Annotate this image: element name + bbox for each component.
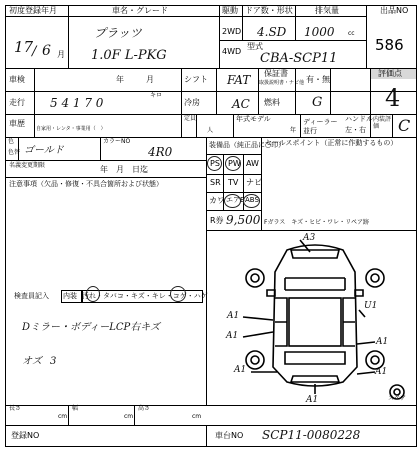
row-line	[5, 91, 416, 92]
eq-line	[206, 230, 416, 231]
first-reg-year: 17	[14, 38, 34, 56]
interior-label: 内装評価	[373, 116, 392, 131]
year-model-unit: 年	[290, 127, 297, 134]
color-label: 色	[8, 138, 15, 145]
drive-2wd: 2WD	[222, 27, 242, 36]
col-line	[219, 5, 220, 68]
color-value: ゴールド	[24, 145, 64, 156]
handle-value: 左・右	[345, 126, 366, 134]
col-line	[216, 68, 217, 114]
eq-line	[206, 210, 261, 211]
warranty-value: 有・無	[306, 75, 330, 84]
model-label: 型式	[247, 42, 263, 51]
shift-value: FAT	[227, 73, 251, 87]
row-line	[5, 405, 416, 406]
color-no-label: カラーNO	[103, 138, 131, 145]
inspector-note-1: Dミラー・ボディーLCP右キズ	[22, 322, 161, 333]
warranty-sub: 取扱説明書・ナビ他	[259, 80, 305, 86]
col-line	[134, 405, 135, 425]
width-unit: cm	[124, 413, 134, 420]
mileage-value: 5 4 1 7 0	[50, 96, 104, 110]
inspector-note-2-num: 3	[50, 356, 57, 367]
damage-label: A1	[376, 337, 389, 347]
year-unit: 年	[116, 75, 124, 84]
car-name-label: 車名・グレード	[112, 6, 168, 15]
r-value: 9,500	[226, 213, 261, 227]
eq-leather: カワ	[209, 196, 225, 205]
name-change-date: 年 月 日迄	[100, 165, 148, 174]
col-line	[366, 5, 367, 68]
fuel-label: 燃料	[264, 98, 280, 107]
eq-ps-circle	[207, 156, 222, 171]
col-line	[295, 68, 296, 114]
inspector-note-2: オズ	[22, 356, 42, 367]
inspector-sub: 内装	[63, 292, 77, 300]
grade-value: 1.0F L-PKG	[91, 48, 167, 63]
month-unit: 月	[146, 75, 154, 84]
score-value: 4	[385, 84, 401, 112]
fuel-value: G	[312, 95, 323, 110]
color-no-value: 4R0	[148, 145, 173, 159]
interior-value: C	[398, 116, 411, 135]
col-line	[100, 137, 101, 160]
col-line	[68, 405, 69, 425]
car-name-value: プラッツ	[94, 26, 142, 40]
row-line	[5, 137, 416, 138]
row-line	[5, 160, 206, 161]
col-line	[330, 68, 331, 114]
row-line	[5, 177, 206, 178]
year-model-label: 年式モデル	[236, 115, 271, 123]
header-mid-line	[219, 40, 366, 41]
right-border	[416, 5, 417, 446]
eq-abs-circle	[243, 194, 260, 208]
inspector-label: 検査員記入	[14, 292, 49, 300]
top-border	[5, 5, 417, 6]
ac-value: AC	[232, 97, 250, 111]
height-unit: cm	[192, 413, 202, 420]
mileage-unit: キロ	[150, 92, 163, 99]
name-change-label: 名義変更期限	[9, 162, 46, 169]
eq-pw: PW	[228, 159, 241, 168]
mileage-label: 走行	[9, 98, 25, 107]
eq-navi: ナビ	[246, 178, 262, 187]
col-line	[68, 5, 69, 68]
col-line	[196, 114, 197, 137]
r-label: R券	[210, 216, 224, 225]
warranty-label: 保証書	[264, 69, 288, 78]
displacement-unit: cc	[348, 30, 355, 37]
reg-label: 登録NO	[11, 431, 40, 440]
model-value: CBA-SCP11	[260, 51, 338, 66]
car-diagram	[215, 232, 415, 404]
col-line	[181, 68, 182, 137]
eq-sr: SR	[210, 178, 221, 187]
slash: /	[32, 44, 37, 59]
row-line	[5, 68, 416, 69]
inspector-sub2: 汚れ・タバコ・キズ・キレ・コゲ・ハゲ	[82, 292, 208, 300]
col-line	[300, 114, 301, 137]
notes-label: 注意事項（欠品・修復・不具合箇所および状態）	[9, 180, 163, 188]
inspection-label: 車検	[9, 75, 25, 84]
damage-label: U1	[364, 301, 378, 311]
length-label: 長さ	[9, 405, 22, 412]
damage-label: A1	[234, 365, 247, 375]
month-unit: 月	[57, 50, 65, 59]
shift-label: シフト	[184, 75, 208, 84]
type-label: 車歴	[9, 119, 25, 128]
eq-airbag: エアB	[226, 196, 245, 204]
equipment-label: 装備品（純正品に○印）	[209, 141, 286, 149]
ac-label: 冷房	[184, 98, 200, 107]
first-reg-label: 初度登録年月	[9, 6, 57, 15]
interior-box	[61, 290, 83, 303]
chassis-value: SCP11-0080228	[262, 428, 361, 442]
damage-label: A1	[375, 367, 388, 377]
drive-label: 駆動	[222, 6, 238, 15]
door-label: ドア数・形状	[245, 6, 293, 15]
color-change-label: 色替	[8, 149, 21, 156]
issue-circle	[86, 286, 100, 302]
issue-circle	[170, 286, 186, 302]
eq-aw: AW	[246, 159, 259, 168]
handle-label: ハンドル	[345, 115, 373, 123]
drive-4wd: 4WD	[222, 47, 242, 56]
eq-abs: ABS	[245, 196, 259, 204]
type-sub: 自家用・レンタ・事業用（ ）	[36, 126, 106, 132]
door-value: 4.SD	[257, 25, 287, 39]
eq-ps: PS	[210, 159, 220, 168]
col-line	[206, 137, 207, 405]
damage-label: A3	[303, 233, 316, 243]
eq-airbag-circle	[224, 194, 241, 208]
eq-pw-circle	[225, 156, 241, 171]
damage-label: A1	[306, 395, 319, 405]
spare-label: スペア	[388, 395, 407, 402]
fglass-note: Fガラス キズ・ヒビ・ワレ・リペア跡	[264, 219, 370, 226]
width-label: 幅	[72, 405, 79, 412]
first-reg-month: 6	[42, 43, 51, 59]
eq-line	[206, 174, 261, 175]
eq-line	[206, 192, 261, 193]
col-line	[258, 68, 259, 114]
score-label: 評価点	[378, 69, 402, 78]
damage-label: A1	[226, 331, 239, 341]
col-line	[392, 114, 393, 137]
row-line	[5, 425, 416, 426]
height-label: 高さ	[138, 405, 151, 412]
capacity-unit: 人	[207, 127, 214, 134]
col-line	[233, 114, 234, 137]
header-sub-line	[5, 16, 219, 17]
eq-tv: TV	[228, 178, 239, 187]
lot-value: 586	[375, 36, 404, 54]
sales-point-label: セールスポイント（正常に作動するもの）	[265, 139, 398, 147]
displacement-value: 1000	[304, 25, 335, 39]
lot-label: 出品NO	[380, 6, 409, 15]
damage-label: A1	[227, 311, 240, 321]
eq-line	[206, 154, 261, 155]
col-line	[34, 68, 35, 137]
chassis-label: 車台NO	[215, 431, 244, 440]
col-line	[242, 5, 243, 40]
dealer-label: ディーラー並行	[303, 118, 338, 136]
col-line	[206, 425, 207, 446]
length-unit: cm	[58, 413, 68, 420]
displacement-label: 排気量	[315, 6, 339, 15]
capacity-label: 定員	[184, 115, 197, 122]
bottom-border	[5, 446, 417, 447]
col-line	[295, 5, 296, 40]
left-border	[5, 5, 6, 446]
